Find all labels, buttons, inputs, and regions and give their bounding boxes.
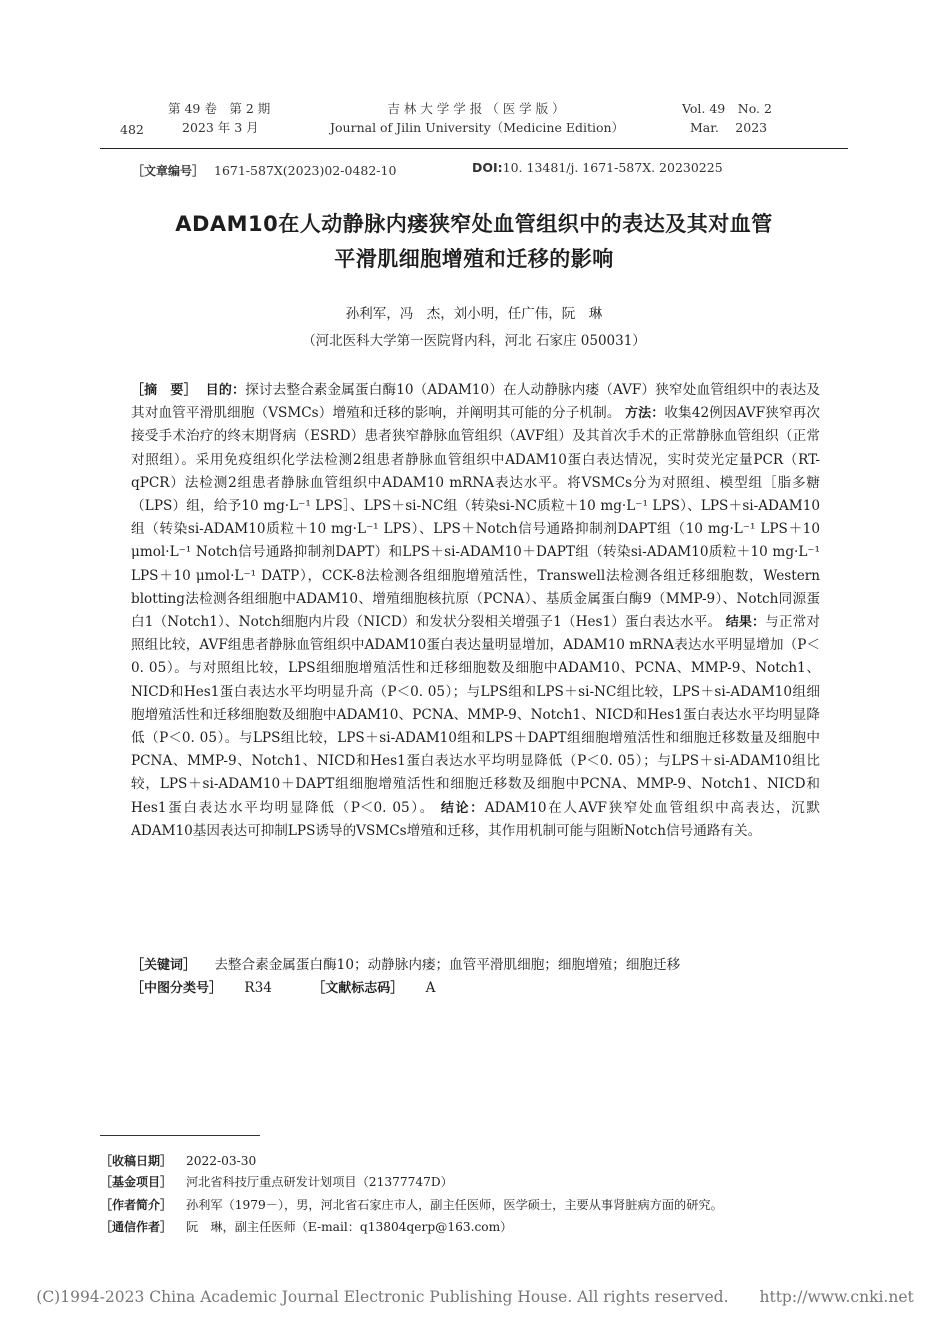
footnote-author-bio [100, 1196, 723, 1213]
footnote-received [100, 1152, 256, 1169]
doc-code-label: ［文献标志码］ [312, 981, 404, 996]
doi [472, 160, 723, 175]
article-number [132, 162, 396, 179]
copyright-notice: (C)1994-2023 China Academic Journal Electronic Publishing House. All rights reserved. http://www.cnki.net [36, 1288, 914, 1306]
affiliation: （河北医科大学第一医院肾内科，河北 石家庄 050031） [302, 333, 646, 349]
footnote-funding [100, 1173, 453, 1190]
volume-issue-en: Vol. 49 No. 2 [682, 101, 772, 116]
conclusion-label: 结论： [440, 800, 485, 816]
results-text: 与正常对照组比较，AVF组患者静脉血管组织中ADAM10蛋白表达量明显增加，ADAM10 mRNA表达水平明显增加（P＜0. 05）。与对照组比较，LPS组细胞增殖活性和迁移细胞数及细胞中ADAM10、PCNA、MMP-9、Notch1、NICD和Hes1蛋白表达水平均明显升高（P＜0. 05）；与LPS组和LPS＋si-NC组比较，LPS＋si-ADAM10组细胞增殖活性和迁移细胞数及细胞中ADAM10、PCNA、MMP-9、Notch1、NICD和Hes1蛋白表达水平均明显降低（P＜0. 05）。与LPS组比较，LPS＋si-ADAM10组和LPS＋DAPT组细胞增殖活性和细胞迁移数量及细胞中PCNA、MMP-9、Notch1、NICD和Hes1蛋白表达水平均明显降低（P＜0. 05）；与LPS＋si-ADAM10组比较，LPS＋si-ADAM10＋DAPT组细胞增殖活性和细胞迁移数及细胞中PCNA、MMP-9、Notch1、NICD和Hes1蛋白表达水平均明显降低（P＜0. 05）。 [131, 614, 820, 816]
clc-label: ［中图分类号］ [131, 981, 223, 996]
keywords-text: 去整合素金属蛋白酶10；动静脉内瘘；血管平滑肌细胞；细胞增殖；细胞迁移 [214, 957, 681, 973]
title-line-2: 平滑肌细胞增殖和迁移的影响 [334, 247, 614, 271]
footnote-label: ［通信作者］ [100, 1220, 173, 1234]
footnote-corresponding [100, 1218, 512, 1235]
footnote-label: ［收稿日期］ [100, 1154, 173, 1168]
doi-label: DOI: [472, 160, 503, 175]
footnote-label: ［作者简介］ [100, 1198, 173, 1212]
footnote-label: ［基金项目］ [100, 1175, 173, 1189]
footnote-rule [100, 1135, 260, 1136]
abstract-label: ［摘 要］ [131, 383, 197, 398]
keywords-label: ［关键词］ [131, 958, 197, 973]
date-en: Mar. 2023 [690, 120, 768, 135]
article-number-label: ［文章编号］ [132, 164, 205, 178]
footnote-text: 孙利军（1979－），男，河北省石家庄市人，副主任医师，医学硕士，主要从事肾脏病方面的研究。 [186, 1198, 723, 1212]
article-number-value: 1671-587X(2023)02-0482-10 [214, 163, 397, 178]
journal-name-cn: 吉 林 大 学 学 报 （ 医 学 版 ） [387, 101, 565, 116]
keywords [131, 953, 680, 973]
footnote-text: 阮 琳，副主任医师（E-mail：q13804qerp@163.com） [186, 1220, 513, 1234]
clc-value: R34 [244, 980, 272, 996]
abstract [131, 379, 820, 843]
doi-value: 10. 13481/j. 1671-587X. 20230225 [502, 160, 723, 175]
authors: 孙利军，冯 杰，刘小明，任广伟，阮 琳 [345, 306, 603, 322]
header-rule [100, 148, 848, 149]
objective-label: 目的： [205, 383, 246, 398]
footnote-text: 河北省科技厅重点研发计划项目（21377747D） [186, 1175, 453, 1189]
results-label: 结果： [725, 615, 766, 631]
conclusion-text: ADAM10在人AVF狭窄处血管组织中高表达，沉默ADAM10基因表达可抑制LPS诱导的VSMCs增殖和迁移，其作用机制可能与阻断Notch信号通路有关。 [131, 799, 820, 839]
title-line-1: ADAM10在人动静脉内瘘狭窄处血管组织中的表达及其对血管 [175, 212, 773, 236]
methods-label: 方法： [625, 406, 665, 422]
journal-name-en: Journal of Jilin University（Medicine Edition） [330, 120, 625, 135]
page-number: 482 [120, 122, 144, 137]
date-cn: 2023 年 3 月 [182, 120, 259, 135]
classification [131, 977, 435, 996]
doc-code-value: A [425, 980, 436, 996]
footnote-text: 2022-03-30 [186, 1154, 257, 1168]
objective-text: 探讨去整合素金属蛋白酶10（ADAM10）在人动静脉内瘘（AVF）狭窄处血管组织中的表达及其对血管平滑肌细胞（VSMCs）增殖和迁移的影响，并阐明其可能的分子机制。 [131, 382, 820, 422]
methods-text: 收集42例因AVF狭窄再次接受手术治疗的终末期肾病（ESRD）患者狭窄静脉血管组织（AVF组）及其首次手术的正常静脉血管组织（正常对照组）。采用免疫组织化学法检测2组患者静脉血管组织中ADAM10蛋白表达情况，实时荧光定量PCR（RT-qPCR）法检测2组患者静脉血管组织中ADAM10 mRNA表达水平。将VSMCs分为对照组、模型组［脂多糖（LPS）组，给予10 mg·L⁻¹ LPS］、LPS＋si-NC组（转染si-NC质粒＋10 mg·L⁻¹ LPS）、LPS＋si-ADAM10组（转染si-ADAM10质粒＋10 mg·L⁻¹ LPS）、LPS＋Notch信号通路抑制剂DAPT组（10 mg·L⁻¹ LPS＋10 μmol·L⁻¹ Notch信号通路抑制剂DAPT）和LPS＋si-ADAM10＋DAPT组（转染si-ADAM10质粒＋10 mg·L⁻¹ LPS＋10 μmol·L⁻¹ DATP），CCK-8法检测各组细胞增殖活性，Transwell法检测各组迁移细胞数，Western blotting法检测各组细胞中ADAM10、增殖细胞核抗原（PCNA）、基质金属蛋白酶9（MMP-9）、Notch同源蛋白1（Notch1）、Notch细胞内片段（NICD）和发状分裂相关增强子1（Hes1）蛋白表达水平。 [131, 405, 820, 631]
volume-issue-cn: 第 49 卷 第 2 期 [168, 101, 271, 116]
